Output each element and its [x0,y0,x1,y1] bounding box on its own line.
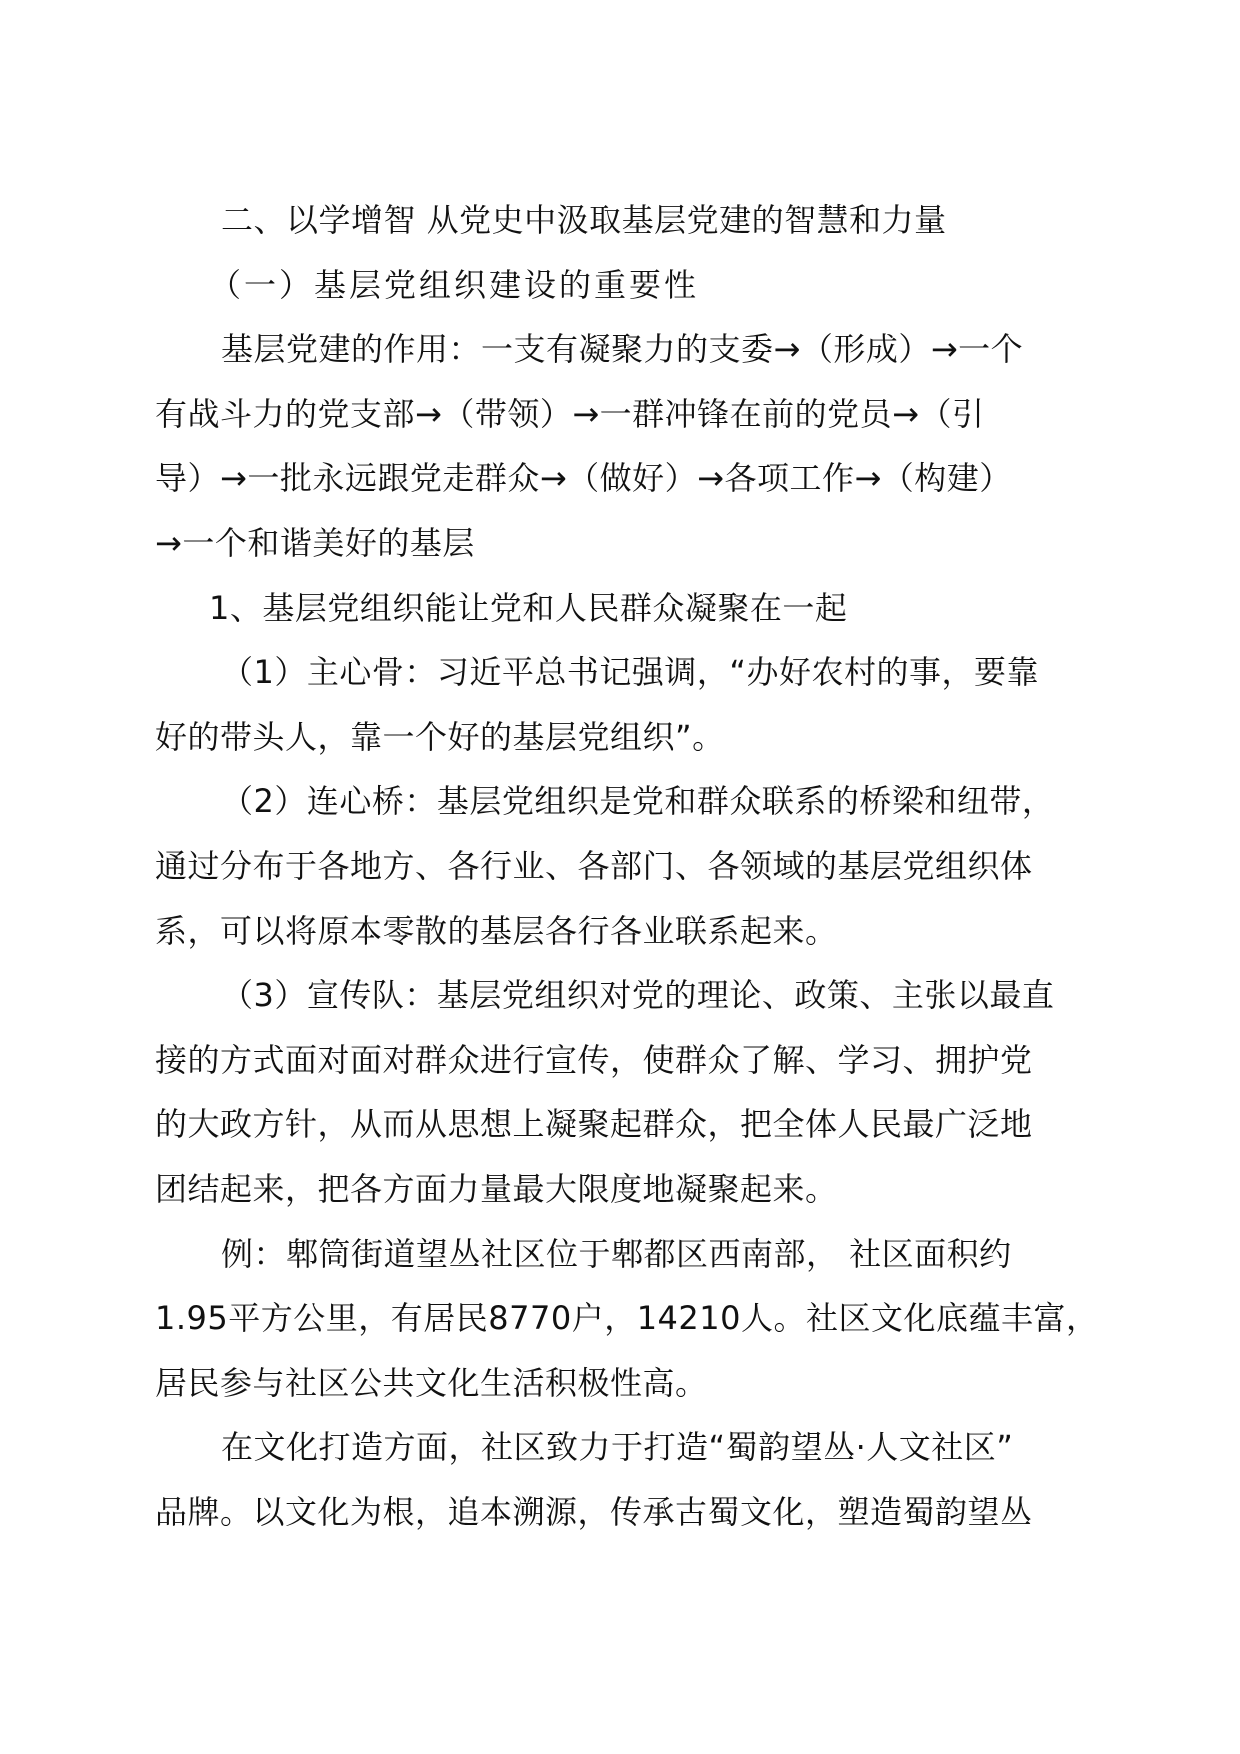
paragraph-line: 居民参与社区公共文化生活积极性高。 [155,1363,708,1402]
point-heading: 1、基层党组织能让党和人民群众凝聚在一起 [209,588,848,627]
document-body [155,188,1099,1544]
paragraph-line: 团结起来，把各方面力量最大限度地凝聚起来。 [155,1169,838,1208]
paragraph-line: 导）→一批永远跟党走群众→（做好）→各项工作→（构建） [155,459,1012,498]
section-heading: 二、以学增智 从党史中汲取基层党建的智慧和力量 [221,201,947,239]
paragraph-line: 通过分布于各地方、各行业、各部门、各领域的基层党组织体 [155,846,1033,885]
paragraph-line: 接的方式面对面对群众进行宣传，使群众了解、学习、拥护党 [155,1040,1033,1079]
paragraph-line: 例：郫筒街道望丛社区位于郫都区西南部， 社区面积约 [221,1234,1012,1273]
paragraph-line: 系，可以将原本零散的基层各行各业联系起来。 [155,911,838,950]
paragraph-line: 有战斗力的党支部→（带领）→一群冲锋在前的党员→（引 [155,394,985,433]
paragraph-line: 的大政方针，从而从思想上凝聚起群众，把全体人民最广泛地 [155,1105,1033,1144]
paragraph-line: 在文化打造方面，社区致力于打造“蜀韵望丛·人文社区” [221,1428,1014,1467]
paragraph-line: 好的带头人，靠一个好的基层党组织”。 [155,717,725,756]
paragraph-line: （1）主心骨：习近平总书记强调，“办好农村的事，要靠 [221,653,1039,692]
paragraph-line: （3）宣传队：基层党组织对党的理论、政策、主张以最直 [221,976,1055,1015]
paragraph-line: （2）连心桥：基层党组织是党和群众联系的桥梁和纽带， [221,782,1055,821]
paragraph-line: 1.95平方公里，有居民8770户，14210人。社区文化底蕴丰富， [155,1299,1099,1338]
paragraph-line: 品牌。以文化为根，追本溯源，传承古蜀文化，塑造蜀韵望丛 [155,1492,1033,1531]
paragraph-line: 基层党建的作用：一支有凝聚力的支委→（形成）→一个 [221,330,1024,369]
paragraph-line: →一个和谐美好的基层 [155,523,475,562]
subsection-heading: （一）基层党组织建设的重要性 [209,265,700,304]
